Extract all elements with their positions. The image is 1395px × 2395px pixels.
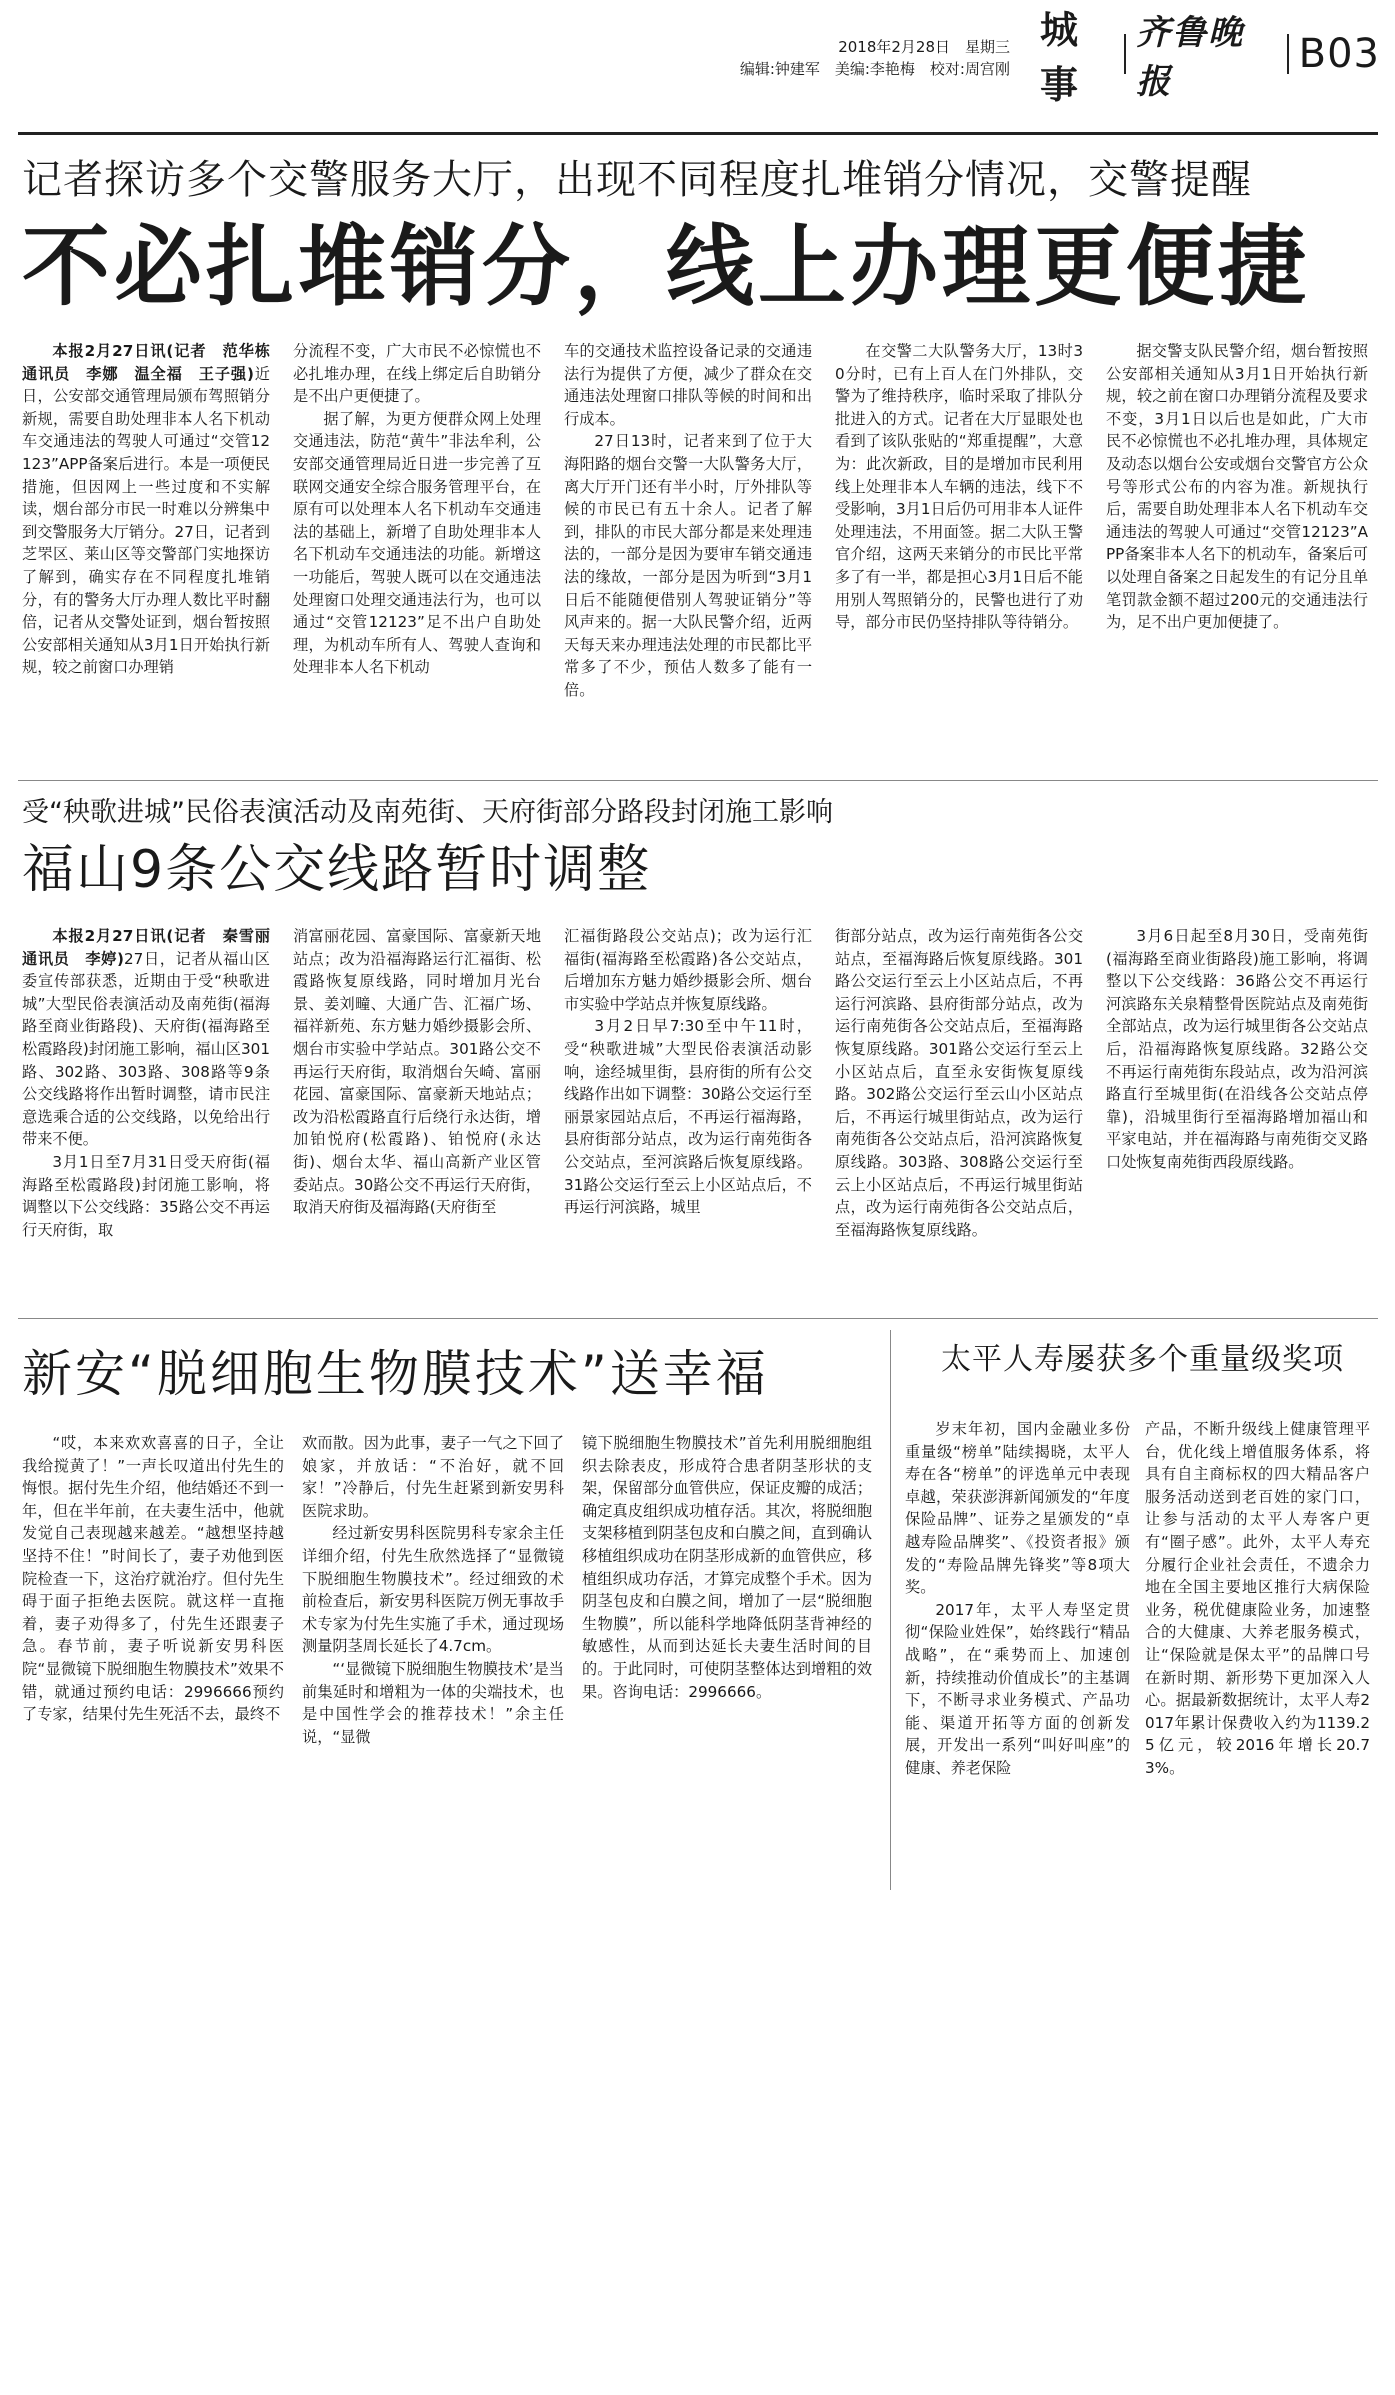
section-name: 城事	[1039, 8, 1078, 107]
article1-col4: 在交警二大队警务大厅，13时30分时，已有上百人在门外排队，交警为了维持秩序，临时采取了排队分批进入的方式。记者在大厅显眼处也看到了该队张贴的“郑重提醒”，大意为：此次新政，目的是增加市民利用线上处理非本人车辆的违法，线下不受影响，3月1日后仍可用非本人证件处理违法，不用面签。据二大队王警官介绍，这两天来销分的市民比平常多了有一半，都是担心3月1日后不能用别人驾照销分的，民警也进行了劝导，部分市民仍坚持排队等待销分。	[835, 342, 1083, 632]
article2-col3: 汇福街路段公交站点)；改为运行汇福街(福海路至松霞路)各公交站点，后增加东方魅力婚纱摄影会所、烟台市实验中学站点并恢复原线路。 3月2日早7:30至中午11时，受“秧歌进城”大型民俗表演活动影响，途经城里街，县府街的所有公交线路作出如下调整：30路公交运行至丽景家园站点后，不再运行福海路，县府街部分站点，改为运行南苑街各公交站点，至河滨路后恢复原线路。31路公交运行至云上小区站点后，不再运行河滨路，城里	[564, 927, 812, 1217]
article2-col1: 本报2月27日讯(记者 秦雪丽 通讯员 李婷)27日，记者从福山区委宣传部获悉，近期由于受“秧歌进城”大型民俗表演活动及南苑街(福海路至商业街路段)、天府街(福海路至松霞路段)封闭施工影响，福山区301路、302路、303路、308路等9条公交线路将作出暂时调整，请市民注意选乘合适的公交线路，以免给出行带来不便。 3月1日至7月31日受天府街(福海路至松霞路段)封闭施工影响，将调整以下公交线路：35路公交不再运行天府街，取	[22, 927, 286, 1239]
article3-col2: 欢而散。因为此事，妻子一气之下回了娘家，并放话：“不治好，就不回家！”冷静后，付先生赶紧到新安男科医院求助。 经过新安男科医院男科专家余主任详细介绍，付先生欣然选择了“显微镜下脱细胞生物膜技术”。经过细致的术前检查后，新安男科医院万例无事故手术专家为付先生实施了手术，通过现场测量阴茎周长延长了4.7cm。 “‘显微镜下脱细胞生物膜技术’是当前集延时和增粗为一体的尖端技术，也是中国性学会的推荐技术！”余主任说，“显微	[302, 1434, 564, 1746]
article2-col2: 消富丽花园、富豪国际、富豪新天地站点；改为沿福海路运行汇福街、松霞路恢复原线路，同时增加月光台景、姜刘疃、大通广告、汇福广场、福祥新苑、东方魅力婚纱摄影会所、烟台市实验中学站点。301路公交不再运行天府街，取消烟台矢崎、富丽花园、富豪国际、富豪新天地站点；改为沿松霞路直行后绕行永达街，增加铂悦府(松霞路)、铂悦府(永达街)、烟台太华、福山高新产业区管委站点。30路公交不再运行天府街，取消天府街及福海路(天府街至	[293, 927, 541, 1217]
article2-byline: 本报2月27日讯(记者 秦雪丽 通讯员 李婷)	[22, 927, 286, 968]
article1-byline: 本报2月27日讯(记者 范华栋 通讯员 李娜 温全福 王子强)	[22, 342, 286, 383]
date-line: 2018年2月28日 星期三	[838, 38, 1010, 56]
article4-headline: 太平人寿屡获多个重量级奖项	[941, 1342, 1344, 1377]
article1-col5: 据交警支队民警介绍，烟台暂按照公安部相关通知从3月1日开始执行新规，较之前在窗口办理销分流程及要求不变，3月1日以后也是如此，广大市民不必惊慌也不必扎堆办理，具体规定及动态以烟台公安或烟台交警官方公众号等形式公布的内容为准。新规执行后，需要自助处理非本人名下机动车交通违法的驾驶人可通过“交管12123”APP备案非本人名下的机动车，备案后可以处理自备案之日起发生的有记分且单笔罚款金额不超过200元的交通违法行为，足不出户更加便捷了。	[1106, 342, 1368, 632]
article4-col2: 产品，不断升级线上健康管理平台，优化线上增值服务体系，将具有自主商标权的四大精品客户服务活动送到老百姓的家门口，让参与活动的太平人寿客户更有“圈子感”。此外，太平人寿充分履行企业社会责任，不遗余力地在全国主要地区推行大病保险业务，税优健康险业务，加速整合的大健康、大养老服务模式，让“保险就是保太平”的品牌口号在新时期、新形势下更加深入人心。据最新数据统计，太平人寿2017年累计保费收入约为1139.25亿元，较2016年增长20.73%。	[1145, 1420, 1370, 1777]
article3-col3: 镜下脱细胞生物膜技术”首先利用脱细胞组织去除表皮，形成符合患者阴茎形状的支架，保留部分血管供应，保证皮瓣的成活；确定真皮组织成功植存活。其次，将脱细胞支架移植到阴茎包皮和白膜之间，直到确认移植组织成功在阴茎形成新的血管供应，移植组织成功存活，才算完成整个手术。因为阴茎包皮和白膜之间，增加了一层“脱细胞生物膜”，所以能科学地降低阴茎背神经的敏感性，从而到达延长夫妻生活时间的目的。于此同时，可使阴茎整体达到增粗的效果。咨询电话：2996666。	[582, 1434, 872, 1701]
article2-col5: 3月6日起至8月30日，受南苑街(福海路至商业街路段)施工影响，将调整以下公交线路：36路公交不再运行河滨路东关泉精整骨医院站点及南苑街全部站点，改为运行城里街各公交站点后，沿福海路恢复原线路。32路公交不再运行南苑街东段站点，改为沿河滨路直行至城里街(在沿线各公交站点停靠)，沿城里街行至福海路增加福山和平家电站，并在福海路与南苑街交叉路口处恢复南苑街西段原线路。	[1106, 927, 1368, 1171]
page-number: B03	[1298, 31, 1380, 77]
article1-headline: 不必扎堆销分，线上办理更便捷	[22, 215, 1311, 318]
article2-headline: 福山9条公交线路暂时调整	[22, 840, 652, 900]
masthead-meta	[660, 36, 1010, 80]
article3-headline: 新安“脱细胞生物膜技术”送幸福	[22, 1345, 769, 1403]
editor-line: 编辑:钟建军 美编:李艳梅 校对:周宫刚	[739, 60, 1010, 78]
article4-col1: 岁末年初，国内金融业多份重量级“榜单”陆续揭晓，太平人寿在各“榜单”的评选单元中表现卓越，荣获澎湃新闻颁发的“年度保险品牌”、证券之星颁发的“卓越寿险品牌奖”、《投资者报》颁发的“寿险品牌先锋奖”等8项大奖。 2017年，太平人寿坚定贯彻“保险业姓保”，始终践行“精品战略”，在“乘势而上、加速创新，持续推动价值成长”的主基调下，不断寻求业务模式、产品功能、渠道开拓等方面的创新发展，开发出一系列“叫好叫座”的健康、养老保险	[905, 1420, 1130, 1777]
article1-col2: 分流程不变，广大市民不必惊慌也不必扎堆办理，在线上绑定后自助销分是不出户更便捷了。 据了解，为更方便群众网上处理交通违法，防范“黄牛”非法牟利，公安部交通管理局近日进一步完善了互联网交通安全综合服务管理平台，在原有可以处理本人名下机动车交通违法的基础上，新增了自助处理非本人名下机动车交通违法的功能。新增这一功能后，驾驶人既可以在交通违法处理窗口处理交通违法行为，也可以通过“交管12123”足不出户自助处理，为机动车所有人、驾驶人查询和处理非本人名下机动	[293, 342, 541, 677]
article2-col4: 街部分站点，改为运行南苑街各公交站点，至福海路后恢复原线路。301路公交运行至云上小区站点后，不再运行河滨路、县府街部分站点，改为运行南苑街各公交站点后，至福海路恢复原线路。301路公交运行至云上小区站点后，直至永安街恢复原线路。302路公交运行至云山小区站点后，不再运行城里街站点，改为运行南苑街各公交站点后，沿河滨路恢复原线路。303路、308路公交运行至云上小区站点后，不再运行城里街站点，改为运行南苑街各公交站点后，至福海路恢复原线路。	[835, 927, 1083, 1239]
masthead-divider	[1287, 34, 1289, 74]
paper-logo: 齐鲁晚报	[1136, 13, 1245, 102]
article1-kicker: 记者探访多个交警服务大厅，出现不同程度扎堆销分情况，交警提醒	[22, 157, 1252, 203]
section-divider	[18, 780, 1378, 781]
article1-col1: 本报2月27日讯(记者 范华栋 通讯员 李娜 温全福 王子强)近日，公安部交通管理局颁布驾照销分新规，需要自助处理非本人名下机动车交通违法的驾驶人可通过“交管12123”APP备案后进行。本是一项便民措施，但因网上一些过度和不实解读，烟台部分市民一时难以分辨集中到交警服务大厅销分。27日，记者到芝罘区、莱山区等交警部门实地探访了解到，确实存在不同程度扎堆销分，有的警务大厅办理人数比平时翻倍，记者从交警处证到，烟台暂按照公安部相关通知从3月1日开始执行新规，较之前窗口办理销	[22, 342, 286, 677]
masthead-divider	[1124, 34, 1126, 74]
masthead-rule	[18, 132, 1378, 135]
article1-col3: 车的交通技术监控设备记录的交通违法行为提供了方便，减少了群众在交通违法处理窗口排队等候的时间和出行成本。 27日13时，记者来到了位于大海阳路的烟台交警一大队警务大厅，离大厅开门还有半小时，厅外排队等候的市民已有五十余人。记者了解到，排队的市民大部分都是来处理违法的，一部分是因为要审车销交通违法的缘故，一部分是因为听到“3月1日后不能随便借别人驾驶证销分”等风声来的。据一大队民警介绍，近两天每天来办理违法处理的市民都比平常多了不少，预估人数多了能有一倍。	[564, 342, 812, 699]
article3-col1: “哎，本来欢欢喜喜的日子，全让我给搅黄了！”一声长叹道出付先生的悔恨。据付先生介绍，他结婚还不到一年，但在半年前，在夫妻生活中，他就发觉自己表现越来越差。“越想坚持越坚持不住！”时间长了，妻子劝他到医院检查一下，这治疗就治疗。但付先生碍于面子拒绝去医院。就这样一直拖着，妻子劝得多了，付先生还跟妻子急。春节前，妻子听说新安男科医院“显微镜下脱细胞生物膜技术”效果不错，就通过预约电话：2996666预约了专家，结果付先生死活不去，最终不	[22, 1434, 284, 1724]
column-divider	[890, 1330, 891, 1890]
article2-kicker: 受“秧歌进城”民俗表演活动及南苑街、天府街部分路段封闭施工影响	[22, 797, 833, 828]
masthead-brand	[1039, 8, 1380, 107]
section-divider	[18, 1318, 1378, 1319]
